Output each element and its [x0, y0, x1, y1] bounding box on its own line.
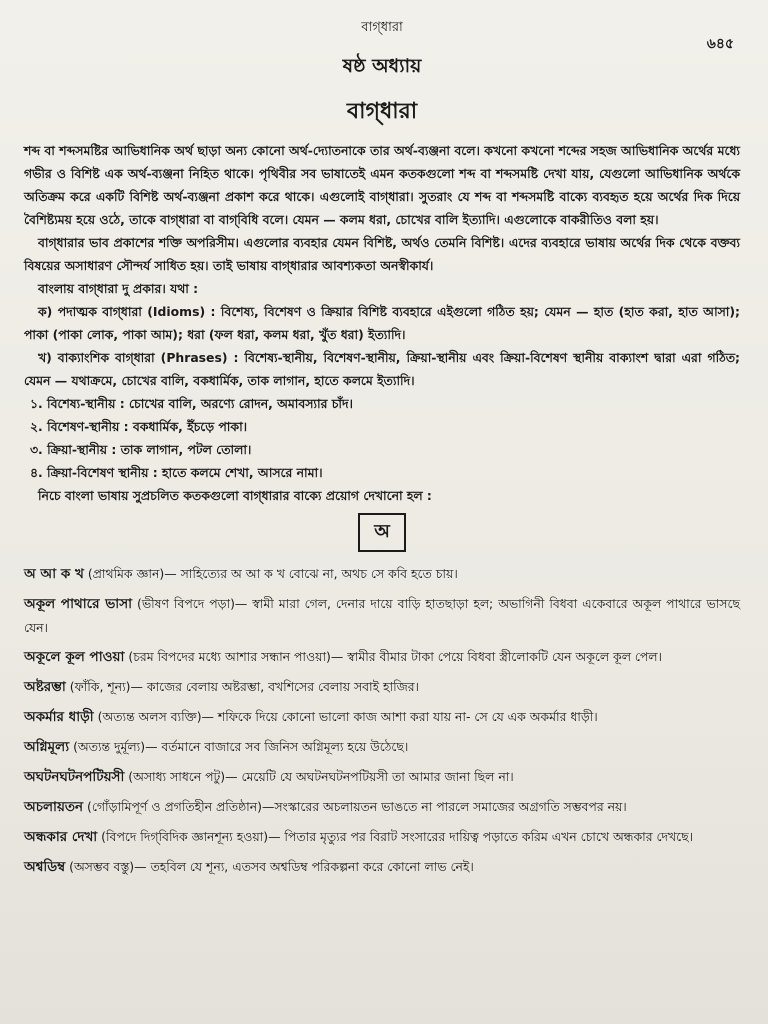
idiom-meaning: (প্রাথমিক জ্ঞান)	[87, 566, 165, 581]
phrase-type-list	[24, 392, 740, 484]
idiom-example: — শফিকে দিয়ে কোনো ভালো কাজ আশা করা যায় না- সে যে এক অকর্মার ধাড়ী।	[201, 709, 598, 724]
idiom-entry	[24, 562, 740, 586]
intro-paragraph-2: বাগ্‌ধারার ভাব প্রকাশের শক্তি অপরিসীম। এগুলোর ব্যবহার যেমন বিশিষ্ট, অর্থও তেমনি বিশিষ্ট। এদের ব্যবহারে ভাষায় অর্থের দিক থেকে বক্তব্য বিষয়ের অসাধারণ সৌন্দর্য সাধিত হয়। তাই ভাষায় বাগ্‌ধারার আবশ্যকতা অনস্বীকার্য।	[24, 235, 740, 273]
idiom-term: অঘটনঘটনপটিয়সী	[24, 769, 125, 785]
phrase-type-item: ৩. ক্রিয়া-স্থানীয় : তাক লাগান, পটল তোলা।	[30, 442, 252, 457]
idiom-term: অচলায়তন	[24, 799, 84, 815]
chapter-title: বাগ্‌ধারা	[346, 99, 418, 124]
idiom-example: — কাজের বেলায় অষ্টরম্ভা, বখশিসের বেলায় সবাই হাজির।	[130, 679, 419, 694]
idiom-term: অষ্টরম্ভা	[24, 679, 66, 695]
phrase-type-item: ১. বিশেষ্য-স্থানীয় : চোখের বালি, অরণ্যে রোদন, অমাবস্যার চাঁদ।	[30, 396, 353, 411]
idiom-entry	[24, 592, 740, 639]
idiom-example: — মেয়েটি যে অঘটনঘটনপটিয়সী তা আমার জানা ছিল না।	[225, 769, 514, 784]
idiom-example: — সাহিত্যের অ আ ক খ বোঝে না, অথচ সে কবি হতে চায়।	[164, 566, 458, 581]
idiom-meaning: (অসম্ভব বস্তু)	[69, 859, 135, 874]
idiom-meaning: (গোঁড়ামিপূর্ণ ও প্রগতিহীন প্রতিষ্ঠান)	[87, 799, 262, 814]
idiom-meaning: (ভীষণ বিপদে পড়া)	[137, 596, 235, 611]
phrase-type-item: ৪. ক্রিয়া-বিশেষণ স্থানীয় : হাতে কলমে শেখা, আসরে নামা।	[30, 465, 323, 480]
idiom-entry	[24, 645, 740, 669]
chapter-label: ষষ্ঠ অধ্যায়	[342, 55, 422, 77]
idiom-entry	[24, 825, 740, 849]
idiom-entry	[24, 855, 740, 879]
idiom-example: — স্বামী মারা গেল, দেনার দায়ে বাড়ি হাতছাড়া হল; অভাগিনী বিধবা একেবারে অকূল পাথারে ভাসছে যেন।	[24, 596, 740, 635]
idiom-meaning: (অসাধ্য সাধনে পটু)	[128, 769, 226, 784]
idiom-meaning: (অত্যন্ত দুর্মূল্য)	[73, 739, 146, 754]
idiom-term: অকূলে কূল পাওয়া	[24, 649, 125, 665]
idiom-example: — তহবিল যে শূন্য, এতসব অশ্বডিম্ব পরিকল্পনা করে কোনো লাভ নেই।	[134, 859, 474, 874]
idiom-entry	[24, 705, 740, 729]
idiom-term: অশ্বডিম্ব	[24, 859, 66, 875]
idiom-term: অ আ ক খ	[24, 566, 84, 582]
idiom-example: — স্বামীর বীমার টাকা পেয়ে বিধবা স্ত্রীলোকটি যেন অকূলে কূল পেল।	[330, 649, 662, 664]
idiom-example: — পিতার মৃত্যুর পর বিরাট সংসারের দায়িত্ব পড়াতে করিম এখন চোখে অন্ধকার দেখছে।	[268, 829, 694, 844]
idiom-meaning: (অত্যন্ত অলস ব্যক্তি)	[97, 709, 202, 724]
section-letter-wrap	[24, 513, 740, 552]
idiom-entry	[24, 675, 740, 699]
idiom-example: —সংস্কারের অচলায়তন ভাঙতে না পারলে সমাজের অগ্রগতি সম্ভবপর নয়।	[261, 799, 627, 814]
idiom-entry	[24, 735, 740, 759]
idiom-meaning: (চরম বিপদের মধ্যে আশার সন্ধান পাওয়া)	[128, 649, 331, 664]
idiom-term: অকূল পাথারে ভাসা	[24, 596, 133, 612]
idiom-example: — বর্তমানে বাজারে সব জিনিস অগ্নিমূল্য হয়ে উঠেছে।	[145, 739, 409, 754]
intro-paragraph-1: শব্দ বা শব্দসমষ্টির আভিধানিক অর্থ ছাড়া অন্য কোনো অর্থ-দ্যোতনাকে তার অর্থ-ব্যঞ্জনা বলে। কখনো কখনো শব্দের সহজ আভিধানিক অর্থের মধ্যে গভীর ও বিশিষ্ট এক অর্থ-ব্যঞ্জনা নিহিত থাকে। পৃথিবীর সব ভাষাতেই এমন কতকগুলো শব্দ বা শব্দসমষ্টি দেখা যায়, যেগুলো আভিধানিক অর্থকে অতিক্রম করে একটি বিশিষ্ট অর্থ-ব্যঞ্জনা প্রকাশ করে থাকে। এগুলোই বাগ্‌ধারা। সুতরাং যে শব্দ বা শব্দসমষ্টি বাক্যে ব্যবহৃত হয়ে অর্থের দিক দিয়ে বৈশিষ্ট্যময় হয়ে ওঠে, তাকে বাগ্‌ধারা বা বাগ্‌বিধি বলে। যেমন — কলম ধরা, চোখের বালি ইত্যাদি। এগুলোকে বাকরীতিও বলা হয়।	[24, 143, 740, 227]
idiom-list	[24, 562, 740, 879]
idiom-meaning: (ফাঁকি, শূন্য)	[69, 679, 131, 694]
idiom-entry	[24, 765, 740, 789]
idiom-term: অগ্নিমূল্য	[24, 739, 70, 755]
idiom-term: অন্ধকার দেখা	[24, 829, 98, 845]
idiom-meaning: (বিপদে দিগ্‌বিদিক জ্ঞানশূন্য হওয়া)	[101, 829, 269, 844]
page-header	[24, 10, 740, 52]
phrase-type-item: ২. বিশেষণ-স্থানীয় : বকধার্মিক, ইঁচড়ে পাকা।	[30, 419, 248, 434]
section-letter: অ	[358, 513, 406, 552]
idiom-term: অকর্মার ধাড়ী	[24, 709, 94, 725]
examples-intro: নিচে বাংলা ভাষায় সুপ্রচলিত কতকগুলো বাগ্‌ধারার বাক্যে প্রয়োগ দেখানো হল :	[38, 488, 432, 503]
intro-paragraph-3: বাংলায় বাগ্‌ধারা দু প্রকার। যথা :	[38, 281, 199, 296]
type-phrases: খ) বাক্যাংশিক বাগ্‌ধারা (Phrases) : বিশেষ্য-স্থানীয়, বিশেষণ-স্থানীয়, ক্রিয়া-স্থানীয় এবং ক্রিয়া-বিশেষণ স্থানীয় বাক্যাংশ দ্বারা এরা গঠিত; যেমন — যথাক্রমে, চোখের বালি, বকধার্মিক, তাক লাগান, হাতে কলমে ইত্যাদি।	[24, 350, 740, 388]
page-number: ৬৪৫	[706, 36, 734, 52]
type-idioms: ক) পদাত্মক বাগ্‌ধারা (Idioms) : বিশেষ্য, বিশেষণ ও ক্রিয়ার বিশিষ্ট ব্যবহারে এইগুলো গঠিত হয়; যেমন — হাত (হাত করা, হাত আসা); পাকা (পাকা লোক, পাকা আম); ধরা (ফল ধরা, কলম ধরা, খুঁত ধরা) ইত্যাদি।	[24, 304, 740, 342]
idiom-entry	[24, 795, 740, 819]
running-title: বাগ্‌ধারা	[361, 20, 403, 35]
